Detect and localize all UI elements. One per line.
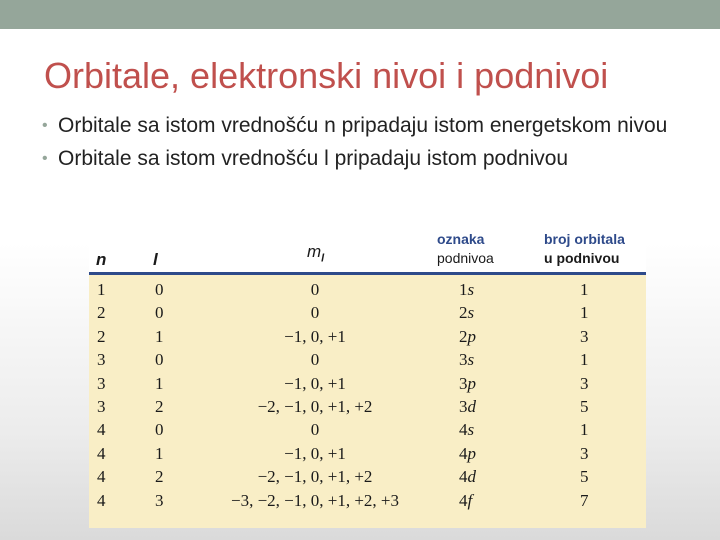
table-row [89, 301, 646, 324]
cell-ml-value: −3, −2, −1, 0, +1, +2, +3 [230, 490, 400, 510]
cell-ml-value: −1, 0, +1 [284, 443, 346, 463]
cell-count: 7 [580, 490, 589, 510]
cell-n: 2 [97, 303, 106, 323]
cell-subshell-number: 3 [459, 396, 468, 416]
cell-n: 3 [97, 350, 106, 370]
cell-subshell-letter: d [467, 396, 476, 416]
cell-subshell-letter: p [467, 373, 476, 393]
cell-ml-value: 0 [310, 303, 320, 323]
cell-subshell-number: 2 [459, 303, 468, 323]
cell-l: 0 [155, 303, 164, 323]
cell-ml-value: 0 [310, 350, 320, 370]
cell-subshell-letter: f [467, 490, 473, 510]
cell-n: 4 [97, 443, 106, 463]
cell-count: 5 [580, 467, 589, 487]
cell-n: 4 [97, 420, 106, 440]
cell-l: 3 [155, 490, 164, 510]
cell-l: 2 [155, 467, 164, 487]
cell-subshell [459, 374, 476, 394]
bullet-item [42, 146, 692, 171]
orbital-table [89, 216, 646, 528]
cell-subshell-number: 4 [459, 420, 468, 440]
header-oznaka-line1: oznaka [437, 231, 485, 247]
header-broj-line2: u podnivou [544, 250, 620, 266]
cell-n: 1 [97, 280, 106, 299]
cell-ml-value: −1, 0, +1 [284, 326, 346, 346]
cell-count: 3 [580, 326, 589, 346]
cell-l: 1 [155, 326, 164, 346]
cell-subshell-number: 4 [459, 467, 468, 487]
cell-subshell [459, 467, 476, 487]
cell-ml-value: 0 [310, 420, 320, 440]
cell-count: 1 [580, 350, 589, 370]
cell-subshell [459, 420, 474, 440]
cell-subshell [459, 303, 474, 323]
table-row [89, 278, 646, 301]
table-row [89, 465, 646, 488]
cell-n: 3 [97, 396, 106, 416]
cell-subshell [459, 444, 476, 464]
header-oznaka [437, 230, 527, 268]
cell-l: 0 [155, 350, 164, 370]
bullet-text: Orbitale sa istom vrednošću n pripadaju istom energetskom nivou [58, 114, 668, 137]
cell-n: 2 [97, 326, 106, 346]
header-oznaka-line2: podnivoa [437, 250, 494, 266]
header-broj [544, 230, 644, 268]
cell-l: 1 [155, 373, 164, 393]
bullet-dot-icon: • [42, 117, 48, 134]
top-accent-bar [0, 0, 720, 29]
cell-ml-value: −2, −1, 0, +1, +2 [257, 467, 373, 487]
cell-subshell-letter: s [467, 350, 475, 370]
bullet-dot-icon: • [42, 150, 48, 167]
cell-count: 1 [580, 420, 589, 440]
cell-subshell-letter: p [467, 326, 476, 346]
cell-subshell [459, 350, 474, 370]
cell-subshell-number: 3 [459, 350, 468, 370]
cell-subshell-letter: s [467, 303, 475, 323]
header-l: l [153, 250, 158, 269]
header-ml-sub: l [321, 252, 325, 265]
bullet-text: Orbitale sa istom vrednošću l pripadaju istom podnivou [58, 147, 569, 170]
cell-count: 3 [580, 373, 589, 393]
table-row [89, 395, 646, 418]
bullet-item [42, 113, 692, 138]
cell-subshell-letter: d [467, 467, 476, 487]
cell-subshell-letter: p [467, 443, 476, 463]
cell-subshell-number: 3 [459, 373, 468, 393]
header-ml [307, 242, 324, 264]
cell-ml-value: −2, −1, 0, +1, +2 [257, 396, 373, 416]
slide-title: Orbitale, elektronski nivoi i podnivoi [44, 55, 609, 96]
bullet-list [42, 113, 692, 179]
cell-count: 3 [580, 443, 589, 463]
cell-n: 4 [97, 467, 106, 487]
cell-n: 3 [97, 373, 106, 393]
cell-subshell [459, 491, 472, 511]
cell-count: 1 [580, 303, 589, 323]
cell-l: 1 [155, 443, 164, 463]
cell-ml-value: −1, 0, +1 [284, 373, 346, 393]
table-row [89, 442, 646, 465]
header-broj-line1: broj orbitala [544, 231, 625, 247]
header-n: n [96, 250, 107, 269]
table-row [89, 372, 646, 395]
cell-subshell-number: 4 [459, 443, 468, 463]
cell-n: 4 [97, 490, 106, 510]
cell-subshell [459, 327, 476, 347]
header-ml-main: m [307, 242, 322, 261]
cell-subshell-letter: s [467, 280, 475, 299]
header-divider [89, 272, 646, 275]
table-row [89, 325, 646, 348]
cell-ml-value: 0 [310, 280, 320, 299]
cell-subshell-number: 4 [459, 490, 468, 510]
table-row [89, 489, 646, 512]
cell-subshell-number: 2 [459, 326, 468, 346]
cell-subshell-letter: s [467, 420, 475, 440]
table-body [89, 278, 646, 512]
table-header [89, 216, 646, 272]
cell-subshell [459, 280, 474, 300]
cell-l: 0 [155, 280, 164, 299]
table-row [89, 348, 646, 371]
cell-count: 5 [580, 396, 589, 416]
cell-l: 0 [155, 420, 164, 440]
table-row [89, 418, 646, 441]
cell-subshell [459, 397, 476, 417]
cell-count: 1 [580, 280, 589, 299]
cell-subshell-number: 1 [459, 280, 468, 299]
cell-l: 2 [155, 396, 164, 416]
